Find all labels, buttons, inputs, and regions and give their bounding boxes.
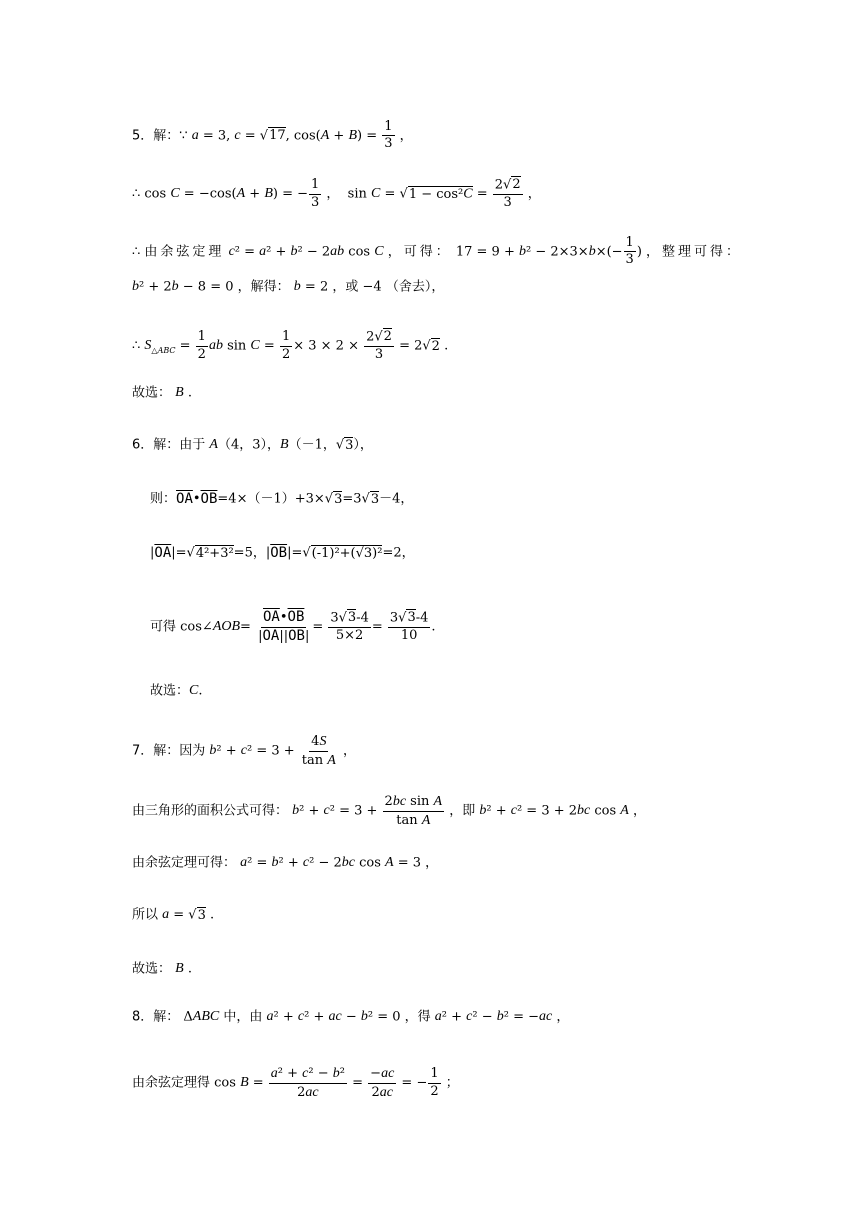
p7-line-4: 所以 a = √3 . xyxy=(132,907,215,923)
p5-line-3: ∴ 由余弦定理 c² = a² + b² − 2ab cos C ，可得： 17 = 9 + b² − 2×3×b×(− $\frac{1}{3}$ ) ，整理可得： xyxy=(132,235,743,268)
p7-line-3: 由余弦定理可得： a² = b² + c² − 2bc cos A = 3 ， xyxy=(132,855,439,871)
p8-line-1: 8．解： ΔABC 中，由 a² + c² + ac − b² = 0 ，得 a² + c² − b² = −ac ， xyxy=(132,1009,570,1025)
p5-line-2: ∴ cos C = −cos(A + B) = − $\frac{1}{3}$ ， sin C = √1 − cos²C = $\frac{2√2}{3}$ ， xyxy=(132,177,541,210)
p7-answer: 故选： B . xyxy=(132,961,192,977)
p5-answer: 故选： B . xyxy=(132,385,192,401)
p8-line-2: 由余弦定理得 cos B = $\frac{\text{a² + c² − b²}}{2ac}$ = $\frac{-ac}{2ac}$ = − $\frac{1}{2}$ ； xyxy=(132,1066,459,1100)
p6-line-3: $|\overline{OA}|=√4^2+3^2=5$，$|\overline{OB}|=√(-1)^2+(√3)^2=2$， xyxy=(150,545,415,561)
p5-line-4: b² + 2b − 8 = 0 ，解得： b = 2 ，或 −4 （舍去）， xyxy=(132,279,445,295)
p5-line-5: ∴ $S_{\triangle ABC}$ = $\frac{1}{2}$ ab sin C = $\frac{1}{2}$ × 3 × 2 × $\frac{2√2}{3}$ = 2√2 . xyxy=(132,329,449,362)
p7-line-2: 由三角形的面积公式可得： b² + c² = 3 + $\frac{\text{2bc sin A}}{\text{tan A}}$ ，即 b² + c² = 3 + 2bc cos A ， xyxy=(132,794,646,828)
p6-answer: 故选：C. xyxy=(150,683,203,699)
p7-line-1: 7．解：因为 b² + c² = 3 + $\frac{4S}{\text{tan A}}$ ， xyxy=(132,734,356,768)
p6-line-2: 则：$\overline{OA}•\overline{OB}=4\times(-1)+3\times√3=3√3-4$， xyxy=(150,491,414,507)
p6-line-4: 可得 cos∠AOB= $\frac{\overline{OA}•\overline{OB}}{|\overline{OA}||\overline{OB}|}$ = $\frac{3√3-4}{5\times 2}$ = $\frac{3√3-4}{10}$ . xyxy=(150,609,436,644)
p5-line-1: 5．解：∵ a = 3, c = √17, cos(A + B) = $\frac{1}{3}$ ， xyxy=(132,119,413,152)
p6-line-1: 6．解：由于 A（4，3），B（－1，√3）， xyxy=(132,437,373,453)
